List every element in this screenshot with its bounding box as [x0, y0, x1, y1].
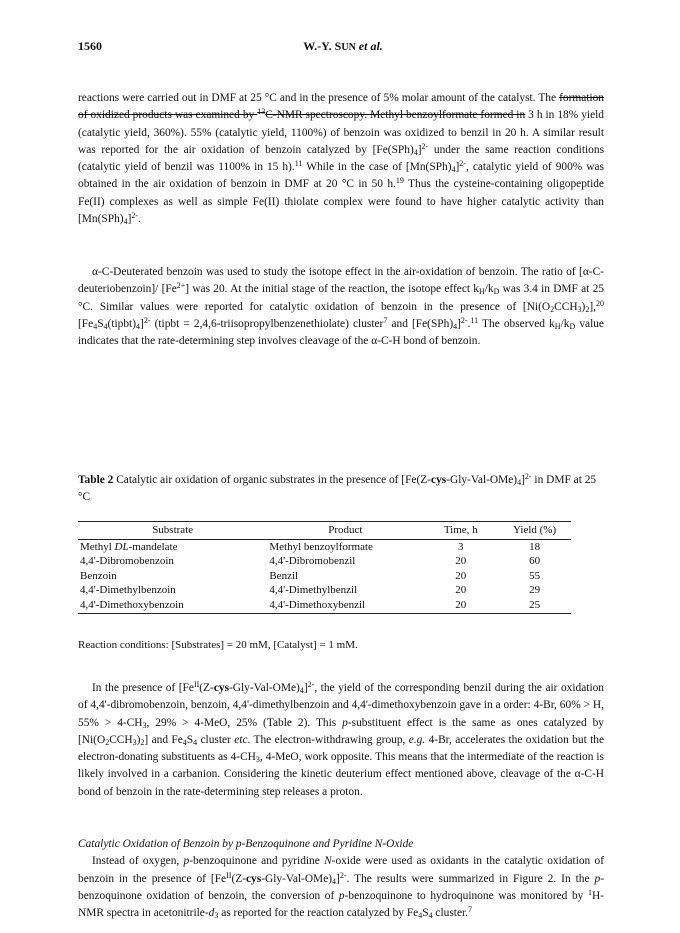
substrate-cell: 4,4'-Dimethoxybenzoin [78, 598, 267, 613]
yield-cell: 29 [529, 584, 541, 597]
citation-7: 7 [383, 315, 388, 325]
product-cell: Methyl benzoylformate [269, 540, 373, 553]
page-header [78, 38, 608, 56]
table-caption: Table 2 Catalytic air oxidation of organic substrates in the presence of $[Fe(Z-cys-Gly-Val-OMe)_4]^{2-}$ in DMF at 25 °C [78, 472, 597, 503]
time-cell: 20 [455, 584, 467, 597]
citation-11: 11 [294, 159, 303, 169]
citation-11: 11 [470, 315, 479, 325]
time-cell: 20 [455, 569, 467, 582]
substrate-cell: Methyl DL-mandelate [80, 540, 178, 553]
author-name: W.-Y. S [303, 39, 342, 53]
struck-text: formation of oxidized products was examined by $^{13}$C-NMR spectroscopy. Methyl benzoylformate formed in [78, 92, 604, 122]
citation-19: 19 [395, 176, 404, 186]
paragraph-catalytic-yield [78, 90, 604, 228]
paragraph-isotope-effect [78, 264, 604, 350]
time-cell: 20 [455, 555, 467, 568]
yield-cell: 60 [529, 555, 541, 568]
section-benzoquinone [78, 836, 604, 922]
table-row [78, 598, 571, 613]
table-row [78, 569, 571, 584]
paragraph-text: In the presence of $[Fe^{II}(Z-cys-Gly-Val-OMe)_4]^{2-}$, the yield of the corresponding benzil during the air oxidation of 4,4'-dibromobenzoin, benzoin, 4,4'-dimethylbenzoin and 4,4'-dimethoxybenzoin gave in a order: 4-Br, 60% > H, $55\% > 4-CH_3$, 29% > 4-MeO, 25% (Table 2). This p-substituent effect is the same as ones catalyzed by $[Ni(O_2CCH_3)_2]$ and $Fe_4S_4$ cluster etc. The electron-withdrawing group, e.g. 4-Br, accelerates the oxidation but the electron-donating substituents as $4-CH_3$, 4-MeO, work opposite. This means that the intermediate of the reaction is likely involved in a carbanion. Considering the kinetic deuterium effect mentioned above, cleavage of the α-C-H bond of benzoin in the rate-determining step releases a proton. [78, 680, 605, 798]
product-cell: 4,4'-Dimethylbenzil [269, 584, 358, 597]
time-cell: 3 [458, 540, 464, 553]
substrate-cell: 4,4'-Dibromobenzoin [80, 555, 174, 568]
product-cell: 4,4'-Dimethoxybenzil [267, 598, 423, 613]
et-al: et al. [355, 39, 383, 53]
paragraph-text: α-C-Deuterated benzoin was used to study the isotope effect in the air-oxidation of benzoin. The ratio of [α-C-deuteriobenzoin]/ $[Fe^{2+}]$ was 20. At the initial stage of the reaction, the isotope effect $k_H/k_D$ was 3.4 in DMF at 25 °C. Similar values were reported for catalytic oxidation of benzoin in the presence of $[Ni(O_2CCH_3)_2],^{20}$ $[Fe_4S_4(tipbt)_4]^{2-}$ (tipbt = 2,4,6-triisopropylbenzenethiolate) cluster$^7$ and $[Fe(SPh)_4]^{2-}.^{11}$ The observed $k_H/k_D$ value indicates that the rate-determining step involves cleavage of the α-C-H bond of benzoin. [78, 266, 604, 348]
citation-7: 7 [468, 905, 473, 915]
column-header-substrate: Substrate [78, 522, 267, 540]
table-label: Table 2 [78, 474, 114, 486]
table-footnote: Reaction conditions: [Substrates] = 20 mM, [Catalyst] = 1 mM. [78, 639, 358, 651]
citation-20: 20 [596, 298, 604, 308]
results-table [78, 521, 571, 614]
running-head [78, 38, 608, 56]
section-heading: Catalytic Oxidation of Benzoin by p-Benzoquinone and Pyridine N-Oxide [78, 838, 414, 850]
column-header-product: Product [267, 522, 423, 540]
paragraph-text: reactions were carried out in DMF at 25 °C and in the presence of 5% molar amount of the catalyst. The formation of oxidized products was examined by $^{13}$C-NMR spectroscopy. Methyl benzoylformate formed in 3 h in 18% yield (catalytic yield, 360%). 55% (catalytic yield, 1100%) of benzoin was oxidized to benzil in 20 h. A similar result was reported for the air oxidation of benzoin catalyzed by $[Fe(SPh)_4]^{2-}$ under the same reaction conditions (catalytic yield of benzil was 1100% in 15 h).$^{11}$ While in the case of $[Mn(SPh)_4]^{2-}$, catalytic yield of 900% was obtained in the air oxidation of benzoin in DMF at 20 °C in 50 h.$^{19}$ Thus the cysteine-containing oligopeptide Fe(II) complexes as well as simple Fe(II) thiolate complex were found to have higher catalytic activity than $[Mn(SPh)_4]^{2-}$. [78, 92, 604, 227]
time-cell: 20 [423, 598, 498, 613]
table-row [78, 554, 571, 569]
paragraph-text: Instead of oxygen, p-benzoquinone and pyridine N-oxide were used as oxidants in the catalytic oxidation of benzoin in the presence of $[Fe^{II}(Z-cys-Gly-Val-OMe)_4]^{2-}$. The results were summarized in Figure 2. In the p-benzoquinone oxidation of benzoin, the conversion of p-benzoquinone to hydroquinone was monitored by $^1$H-NMR spectra in acetonitrile-$d_3$ as reported for the reaction catalyzed by $Fe_4S_4$ cluster.$^7$ [78, 855, 604, 921]
table-row [78, 539, 571, 554]
author-name-smallcaps: UN [341, 42, 356, 53]
page-number: 1560 [78, 39, 102, 53]
table-row [78, 583, 571, 598]
substrate-cell: 4,4'-Dimethylbenzoin [80, 584, 176, 597]
yield-cell: 25 [498, 598, 571, 613]
yield-cell: 18 [529, 540, 541, 553]
paragraph-substituent-effect [78, 680, 604, 801]
yield-cell: 55 [529, 569, 541, 582]
product-cell: 4,4'-Dibromobenzil [269, 555, 356, 568]
product-cell: Benzil [269, 569, 299, 582]
column-header-yield: Yield (%) [498, 522, 571, 540]
column-header-time: Time, h [423, 522, 498, 540]
substrate-cell: Benzoin [80, 569, 117, 582]
table-header-row [78, 522, 571, 540]
